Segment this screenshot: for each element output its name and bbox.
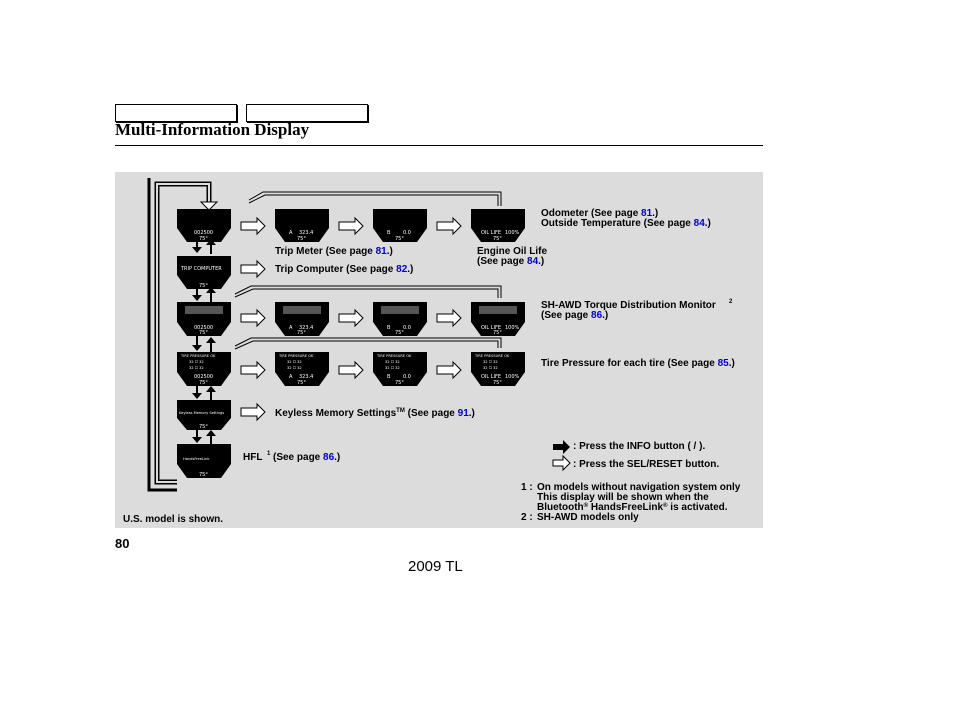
screen-shawd-trip-a <box>275 302 329 336</box>
us-model-note: U.S. model is shown. <box>123 514 224 525</box>
svg-text:TIRE PRESSURE OK: TIRE PRESSURE OK <box>181 354 216 358</box>
svg-text:75°: 75° <box>199 380 208 386</box>
screen-tire-trip-b <box>373 352 427 386</box>
svg-text:002500: 002500 <box>194 325 214 331</box>
svg-text:TIRE PRESSURE OK: TIRE PRESSURE OK <box>279 354 314 358</box>
hfl-label: HFL <box>243 452 263 463</box>
svg-text:32 ☐ 32: 32 ☐ 32 <box>189 366 204 370</box>
svg-text:32 ☐ 32: 32 ☐ 32 <box>287 360 302 364</box>
screen-trip-b <box>373 209 427 242</box>
sel-arrow-r3a <box>241 310 265 326</box>
sel-arrow-r3b <box>339 310 363 326</box>
page-number: 80 <box>115 536 130 551</box>
svg-text:A: A <box>289 325 293 331</box>
svg-text:75°: 75° <box>297 380 306 386</box>
svg-text:75°: 75° <box>199 330 208 336</box>
sel-arrow-r2 <box>241 261 265 277</box>
svg-text:B: B <box>387 374 391 380</box>
svg-text:B: B <box>387 230 391 236</box>
svg-text:323.4: 323.4 <box>299 325 314 331</box>
sel-arrow-r4c <box>437 362 461 378</box>
svg-text:32 ☐ 32: 32 ☐ 32 <box>189 360 204 364</box>
svg-text:TRIP COMPUTER: TRIP COMPUTER <box>181 266 222 272</box>
svg-text:75°: 75° <box>395 330 404 336</box>
legend-sel-text: : Press the SEL/RESET button. <box>573 459 720 470</box>
svg-text:TIRE PRESSURE OK: TIRE PRESSURE OK <box>377 354 412 358</box>
svg-text:75°: 75° <box>297 330 306 336</box>
screen-shawd-trip-b <box>373 302 427 336</box>
flow-diagram <box>115 172 763 528</box>
sel-return-row1 <box>249 192 501 206</box>
svg-text:HandsFreeLink: HandsFreeLink <box>183 457 210 461</box>
title-rule <box>115 145 763 146</box>
screen-hfl <box>177 444 231 478</box>
svg-text:100%: 100% <box>505 230 520 236</box>
svg-text:0.0: 0.0 <box>403 374 411 380</box>
diagram-panel <box>115 172 763 528</box>
svg-text:OIL LIFE: OIL LIFE <box>481 325 502 331</box>
hfl-see: (See page 86.) <box>273 452 341 463</box>
svg-text:75°: 75° <box>493 330 502 336</box>
sel-arrow-keyless <box>241 404 265 420</box>
trip-meter-label: Trip Meter (See page 81.) <box>275 246 393 257</box>
svg-text:32 ☐ 32: 32 ☐ 32 <box>385 366 400 370</box>
screen-tire-odo <box>177 352 231 386</box>
svg-text:100%: 100% <box>505 325 520 331</box>
note1-line1: On models without navigation system only <box>537 482 741 493</box>
svg-text:75°: 75° <box>199 424 208 430</box>
screen-shawd-odo <box>177 302 231 336</box>
sel-arrow-r3c <box>437 310 461 326</box>
page-title: Multi-Information Display <box>115 120 310 139</box>
svg-text:75°: 75° <box>493 380 502 386</box>
svg-text:75°: 75° <box>395 236 404 242</box>
svg-text:323.4: 323.4 <box>299 230 314 236</box>
legend-info-text: : Press the INFO button ( / ). <box>573 441 706 452</box>
svg-text:OIL LIFE: OIL LIFE <box>481 374 502 380</box>
shawd-label: SH-AWD Torque Distribution Monitor <box>541 300 716 311</box>
legend-sel-arrow-icon <box>553 456 570 470</box>
note1-line2: This display will be shown when the <box>537 492 709 503</box>
screen-keyless <box>177 400 231 430</box>
engine-oil-see: (See page 84.) <box>477 256 545 267</box>
svg-text:75°: 75° <box>199 472 208 478</box>
svg-text:0.0: 0.0 <box>403 325 411 331</box>
model-footer: 2009 TL <box>408 558 463 575</box>
legend-info-arrow-icon <box>553 440 570 454</box>
note1-line3: Bluetooth® HandsFreeLink® is activated. <box>537 502 728 513</box>
svg-text:32 ☐ 32: 32 ☐ 32 <box>483 360 498 364</box>
svg-text:002500: 002500 <box>194 230 214 236</box>
note2-text: SH-AWD models only <box>537 512 639 523</box>
svg-text:B: B <box>387 325 391 331</box>
tire-pressure-label: Tire Pressure for each tire (See page 85.) <box>541 358 735 369</box>
svg-text:75°: 75° <box>297 236 306 242</box>
engine-oil-label: Engine Oil Life <box>477 246 548 257</box>
odometer-label: Odometer (See page 81.) <box>541 208 659 219</box>
svg-text:A: A <box>289 230 293 236</box>
svg-text:75°: 75° <box>199 283 208 289</box>
screen-tire-oil <box>471 352 525 386</box>
keyless-label: Keyless Memory Settings™ (See page 91.) <box>275 408 475 419</box>
svg-text:75°: 75° <box>493 236 502 242</box>
sel-return-row3 <box>235 338 501 349</box>
inner-loop-arrow <box>149 178 177 490</box>
svg-text:75°: 75° <box>199 236 208 242</box>
sel-arrow-r1b <box>339 218 363 234</box>
svg-text:OIL LIFE: OIL LIFE <box>481 230 502 236</box>
svg-text:Keyless Memory Settings: Keyless Memory Settings <box>179 411 225 415</box>
outside-temp-label: Outside Temperature (See page 84.) <box>541 218 711 229</box>
trip-computer-label: Trip Computer (See page 82.) <box>275 264 414 275</box>
sel-arrow-r4a <box>241 362 265 378</box>
sel-arrow-r1c <box>437 218 461 234</box>
screen-trip-a <box>275 209 329 242</box>
screen-shawd-oil <box>471 302 525 336</box>
sel-arrow-r4b <box>339 362 363 378</box>
screen-oil-life <box>471 209 525 242</box>
sel-return-row2 <box>235 286 501 298</box>
sel-arrow-r1a <box>241 218 265 234</box>
shawd-see: (See page 86.) <box>541 310 609 321</box>
note2-num: 2 : <box>521 512 533 523</box>
svg-text:323.4: 323.4 <box>299 374 314 380</box>
svg-text:32 ☐ 32: 32 ☐ 32 <box>483 366 498 370</box>
svg-text:A: A <box>289 374 293 380</box>
svg-text:75°: 75° <box>395 380 404 386</box>
svg-text:TIRE PRESSURE OK: TIRE PRESSURE OK <box>475 354 510 358</box>
svg-text:002500: 002500 <box>194 374 214 380</box>
screen-odometer <box>177 209 231 242</box>
shawd-sup: 2 <box>729 299 733 305</box>
svg-text:0.0: 0.0 <box>403 230 411 236</box>
note1-num: 1 : <box>521 482 533 493</box>
hfl-sup: 1 <box>267 451 271 457</box>
screen-tire-trip-a <box>275 352 329 386</box>
screen-trip-computer <box>177 256 231 289</box>
svg-text:32 ☐ 32: 32 ☐ 32 <box>287 366 302 370</box>
svg-text:32 ☐ 32: 32 ☐ 32 <box>385 360 400 364</box>
svg-text:100%: 100% <box>505 374 520 380</box>
